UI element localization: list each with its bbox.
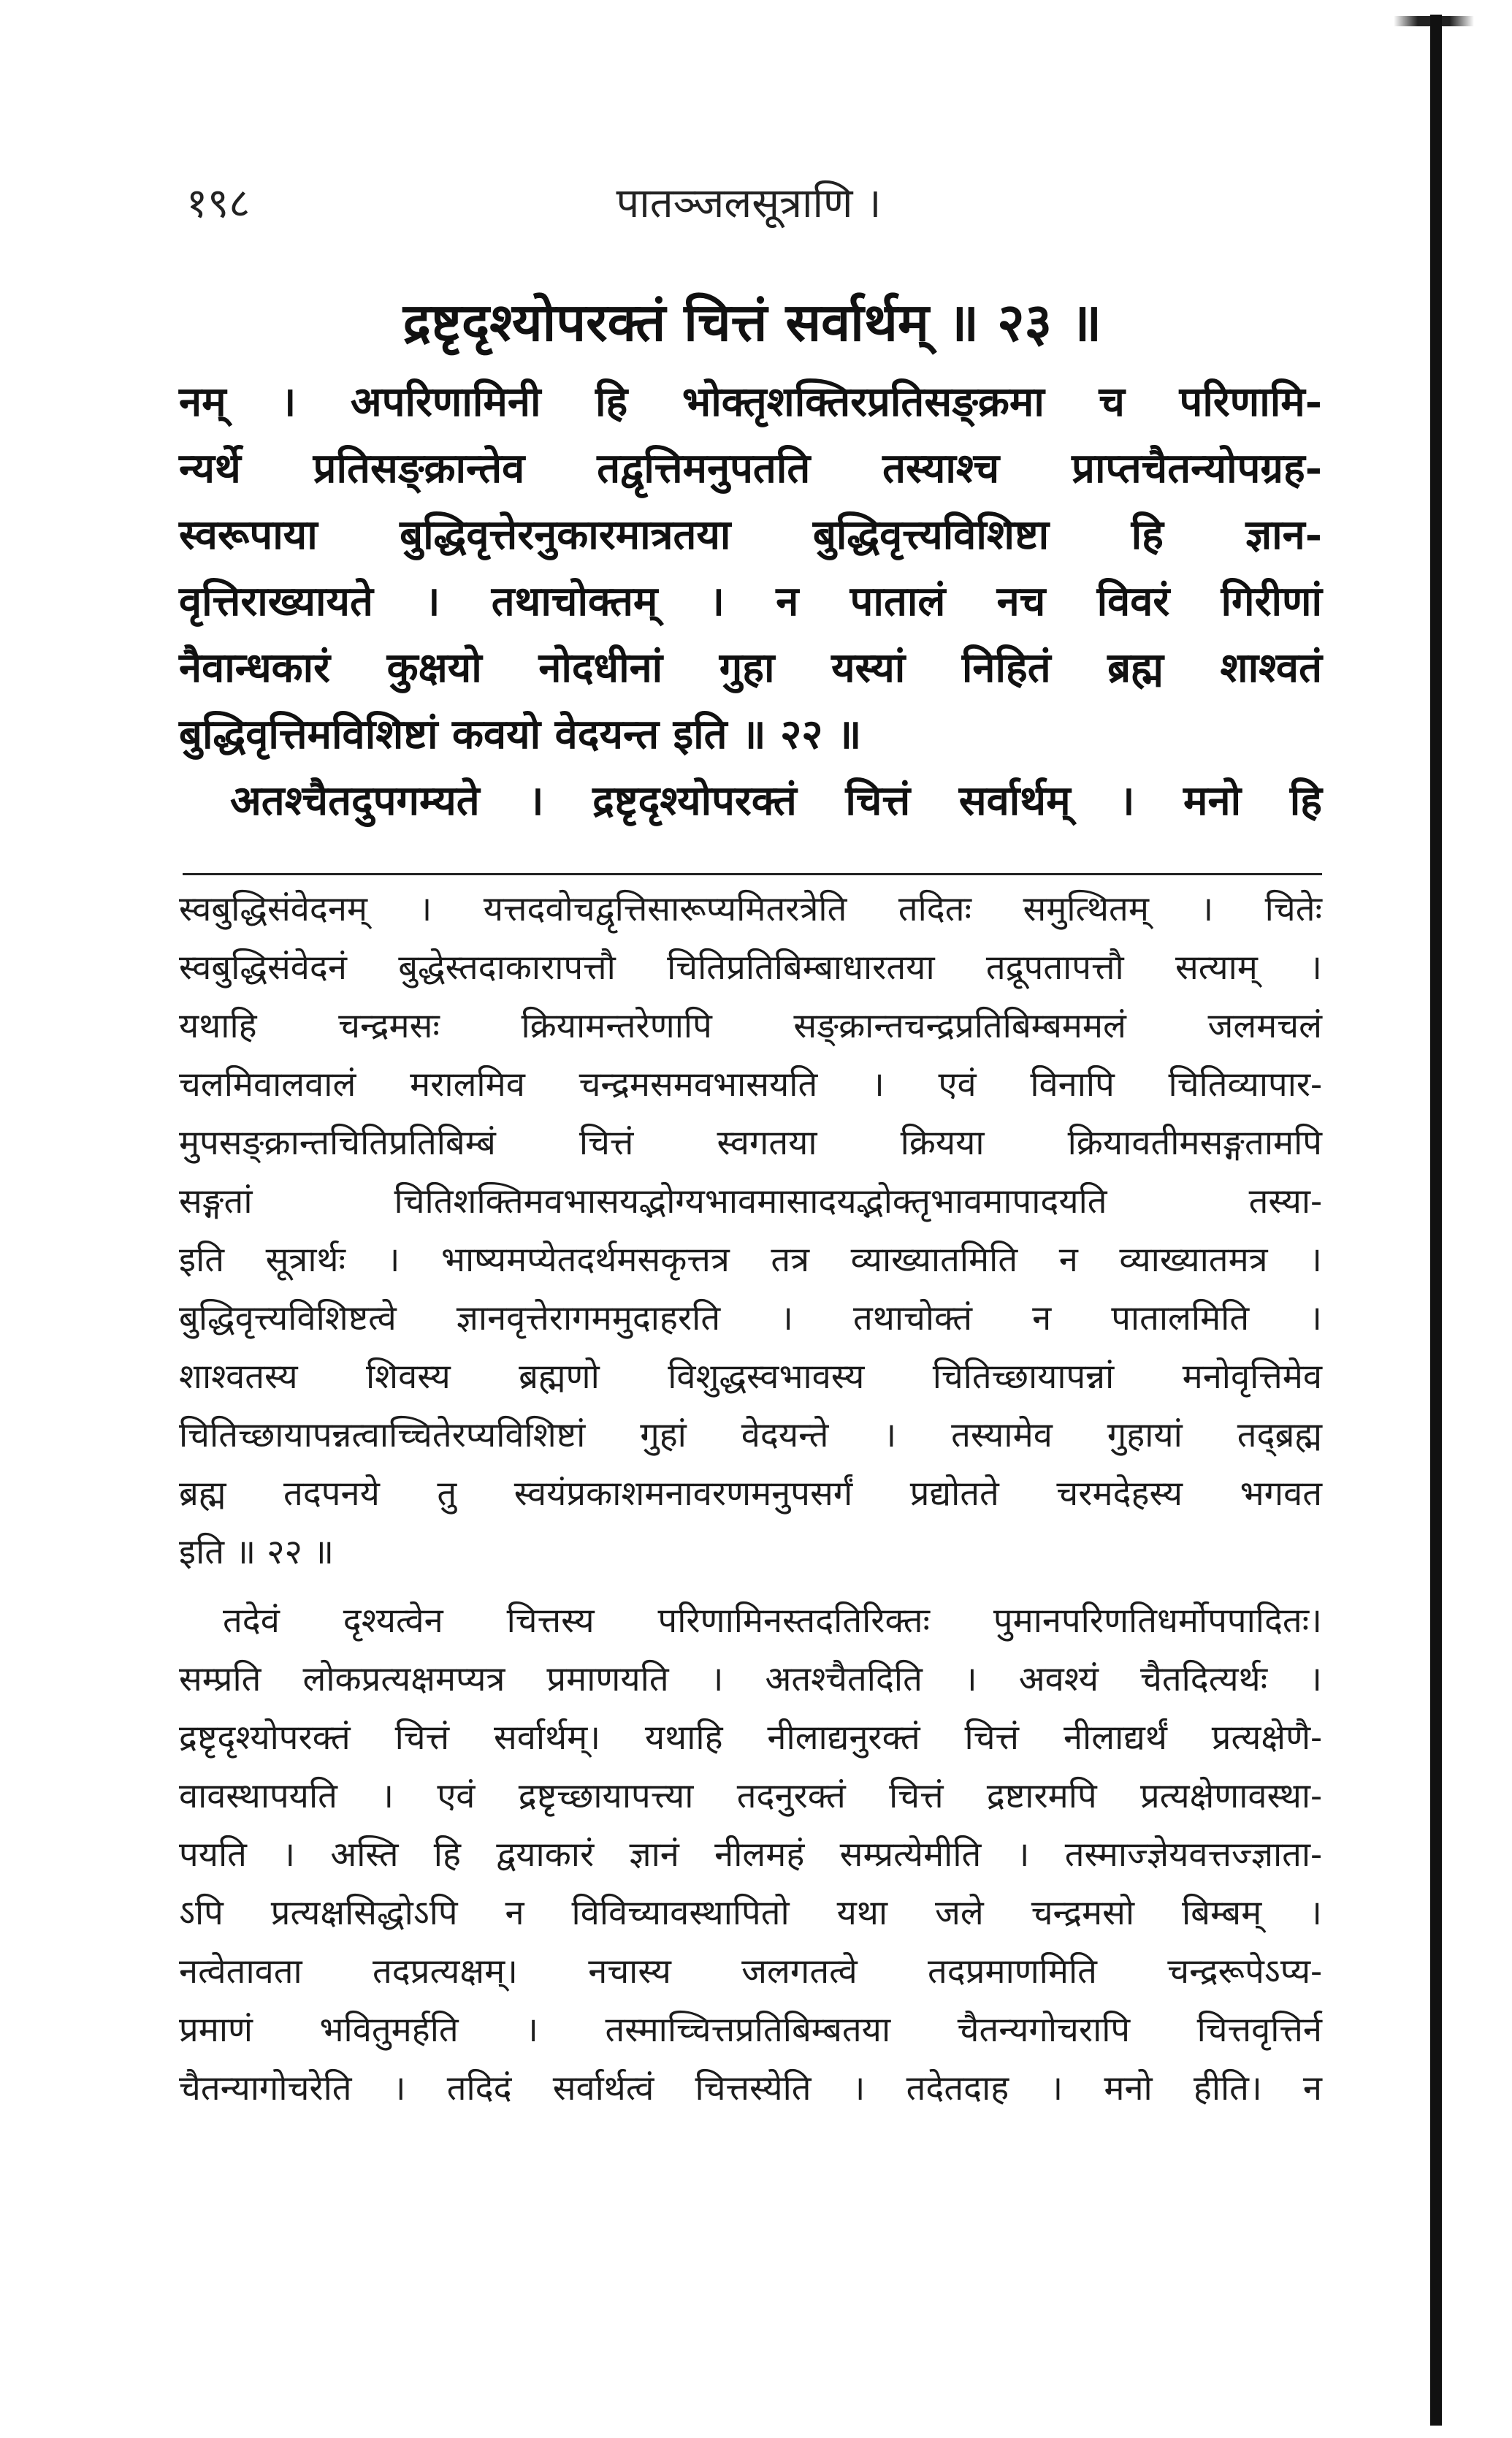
section-divider — [183, 873, 1322, 875]
binding-edge-bar — [1430, 15, 1442, 2426]
commentary-line: स्वबुद्धिसंवेदनं बुद्धेस्तदाकारापत्तौ चितिप्रतिबिम्बाधारतया तद्रूपतापत्तौ सत्याम् । — [179, 948, 1322, 988]
bhashya-line: नम् । अपरिणामिनी हि भोक्तृशक्तिरप्रतिसङ्क्रमा च परिणामि- — [179, 378, 1322, 426]
sutra-heading: द्रष्टृदृश्योपरक्तं चित्तं सर्वार्थम् ॥ २३ ॥ — [402, 291, 1102, 353]
commentary-line: द्रष्टृदृश्योपरक्तं चित्तं सर्वार्थम्। यथाहि नीलाद्यनुरक्तं चित्तं नीलाद्यर्थं प्रत्यक्षेणै- — [179, 1718, 1322, 1758]
commentary-line: मुपसङ्क्रान्तचितिप्रतिबिम्बं चित्तं स्वगतया क्रियया क्रियावतीमसङ्गतामपि — [179, 1123, 1322, 1163]
commentary-line: वावस्थापयति । एवं द्रष्टृच्छायापत्त्या तदनुरक्तं चित्तं द्रष्टारमपि प्रत्यक्षेणावस्था- — [179, 1776, 1322, 1816]
bhashya-line: स्वरूपाया बुद्धिवृत्तेरनुकारमात्रतया बुद्धिवृत्त्यविशिष्टा हि ज्ञान- — [179, 511, 1322, 559]
commentary-line: ऽपि प्रत्यक्षसिद्धोऽपि न विविच्यावस्थापितो यथा जले चन्द्रमसो बिम्बम् । — [179, 1893, 1322, 1933]
commentary-line: ब्रह्म तदपनये तु स्वयंप्रकाशमनावरणमनुपसर्गं प्रद्योतते चरमदेहस्य भगवत — [179, 1474, 1322, 1514]
commentary-line: सम्प्रति लोकप्रत्यक्षमप्यत्र प्रमाणयति । अतश्चैतदिति । अवश्यं चैतदित्यर्थः । — [179, 1659, 1322, 1699]
paragraph-gap — [179, 1582, 1322, 1592]
commentary-line: सङ्गतां चितिशक्तिमवभासयद्भोग्यभावमासादयद्भोक्तृभावमापादयति तस्या- — [179, 1181, 1322, 1222]
bhashya-line: वृत्तिराख्यायते । तथाचोक्तम् । न पातालं नच विवरं गिरीणां — [179, 577, 1322, 625]
commentary-line: चलमिवालवालं मरालमिव चन्द्रमसमवभासयति । एवं विनापि चितिव्यापार- — [179, 1064, 1322, 1105]
bhashya-line: नैवान्धकारं कुक्षयो नोदधीनां गुहा यस्यां निहितं ब्रह्म शाश्वतं — [179, 644, 1322, 692]
page-header — [179, 174, 1318, 232]
commentary-line: चितिच्छायापन्नत्वाच्चितेरप्यविशिष्टां गुहां वेदयन्ते । तस्यामेव गुहायां तद्ब्रह्म — [179, 1415, 1322, 1455]
bhashya-line: अतश्चैतदुपगम्यते । द्रष्टृदृश्योपरक्तं चित्तं सर्वार्थम् । मनो हि — [230, 777, 1322, 825]
bhashya-line: बुद्धिवृत्तिमविशिष्टां कवयो वेदयन्त इति ॥ २२ ॥ — [179, 710, 862, 758]
commentary-line: यथाहि चन्द्रमसः क्रियामन्तरेणापि सङ्क्रान्तचन्द्रप्रतिबिम्बममलं जलमचलं — [179, 1006, 1322, 1046]
page-number: १९८ — [186, 180, 251, 227]
commentary-line: बुद्धिवृत्त्यविशिष्टत्वे ज्ञानवृत्तेरागममुदाहरति । तथाचोक्तं न पातालमिति । — [179, 1298, 1322, 1338]
commentary-line: पयति । अस्ति हि द्वयाकारं ज्ञानं नीलमहं सम्प्रत्येमीति । तस्माज्ज्ञेयवत्तज्ज्ञाता- — [179, 1835, 1322, 1875]
bhashya-block — [179, 369, 1322, 834]
commentary-line: नत्वेतावता तदप्रत्यक्षम्। नचास्य जलगतत्वे तदप्रमाणमिति चन्द्ररूपेऽप्य- — [179, 1951, 1322, 1992]
commentary-line: इति ॥ २२ ॥ — [179, 1532, 335, 1572]
commentary-line: शाश्वतस्य शिवस्य ब्रह्मणो विशुद्धस्वभावस्य चितिच्छायापन्नां मनोवृत्तिमेव — [179, 1357, 1322, 1397]
commentary-line: चैतन्यागोचरेति । तदिदं सर्वार्थत्वं चित्तस्येति । तदेतदाह । मनो हीति। न — [179, 2068, 1322, 2109]
running-title: पातञ्जलसूत्राणि । — [616, 180, 882, 227]
commentary-line: प्रमाणं भवितुमर्हति । तस्माच्चित्तप्रतिबिम्बतया चैतन्यगोचरापि चित्तवृत्तिर्न — [179, 2010, 1322, 2050]
commentary-block — [179, 880, 1322, 2118]
bhashya-line: न्यर्थे प्रतिसङ्क्रान्तेव तद्वृत्तिमनुपतति तस्याश्च प्राप्तचैतन्योपग्रह- — [179, 444, 1322, 492]
commentary-line: स्वबुद्धिसंवेदनम् । यत्तदवोचद्वृत्तिसारूप्यमितरत्रेति तदितः समुत्थितम् । चितेः — [179, 889, 1322, 929]
commentary-line: तदेवं दृश्यत्वेन चित्तस्य परिणामिनस्तदतिरिक्तः पुमानपरिणतिधर्मोपपादितः। — [223, 1601, 1322, 1641]
commentary-line: इति सूत्रार्थः । भाष्यमप्येतदर्थमसकृत्तत्र तत्र व्याख्यातमिति न व्याख्यातमत्र । — [179, 1240, 1322, 1280]
